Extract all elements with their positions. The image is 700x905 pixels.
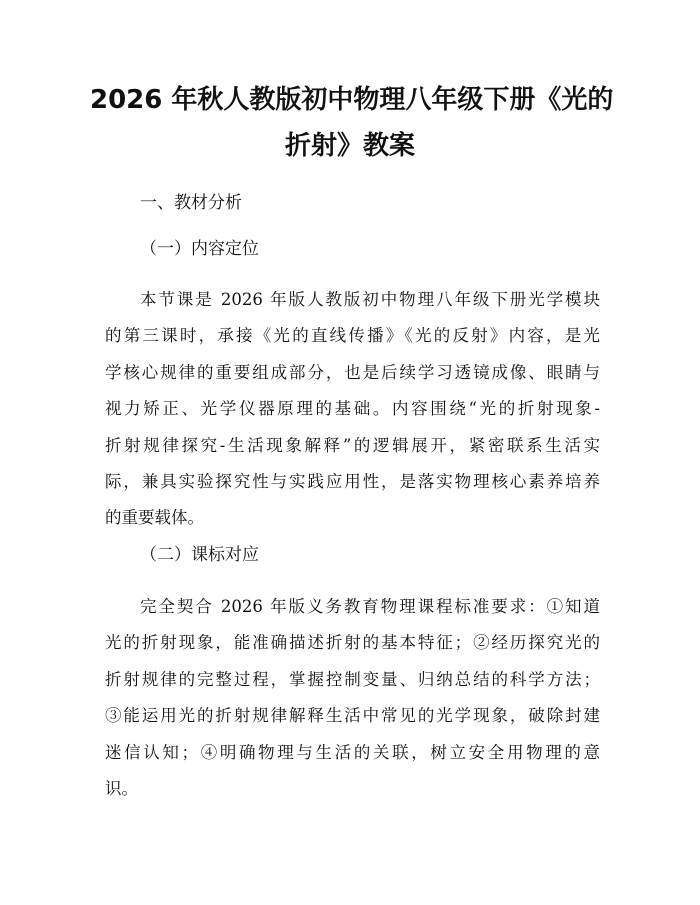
subsection-heading-curriculum-standards: （二）课标对应 [140,545,259,565]
document-title-line-2: 折射》教案 [284,131,415,161]
section-heading-teaching-material-analysis: 一、教材分析 [140,193,242,213]
document-title-line-1: 2026 年秋人教版初中物理八年级下册《光的 [90,85,614,115]
paragraph-line: 光的折射现象，能准确描述折射的基本特征；②经历探究光的 [105,633,600,653]
paragraph-line: 迷信认知；④明确物理与生活的关联，树立安全用物理的意 [105,742,600,762]
paragraph-line: 完全契合 2026 年版义务教育物理课程标准要求：①知道 [140,597,600,616]
paragraph-line: 识。 [105,778,138,798]
paragraph-line: 视力矫正、光学仪器原理的基础。内容围绕“光的折射现象- [105,399,600,419]
subsection-heading-content-positioning: （一）内容定位 [140,239,259,259]
paragraph-line: 折射规律探究-生活现象解释”的逻辑展开，紧密联系生活实 [105,435,600,455]
paragraph-curriculum-standards [105,589,600,807]
paragraph-line: 折射规律的完整过程，掌握控制变量、归纳总结的科学方法； [105,669,600,689]
paragraph-line: 本节课是 2026 年版人教版初中物理八年级下册光学模块 [140,290,600,309]
paragraph-line: 的重要载体。 [105,508,204,528]
paragraph-line: 学核心规律的重要组成部分，也是后续学习透镜成像、眼睛与 [105,362,600,382]
paragraph-content-positioning [105,282,600,537]
paragraph-line: 际，兼具实验探究性与实践应用性，是落实物理核心素养培养 [105,471,600,491]
paragraph-line: 的第三课时，承接《光的直线传播》《光的反射》内容，是光 [105,326,600,346]
paragraph-line: ③能运用光的折射规律解释生活中常见的光学现象，破除封建 [105,706,600,726]
